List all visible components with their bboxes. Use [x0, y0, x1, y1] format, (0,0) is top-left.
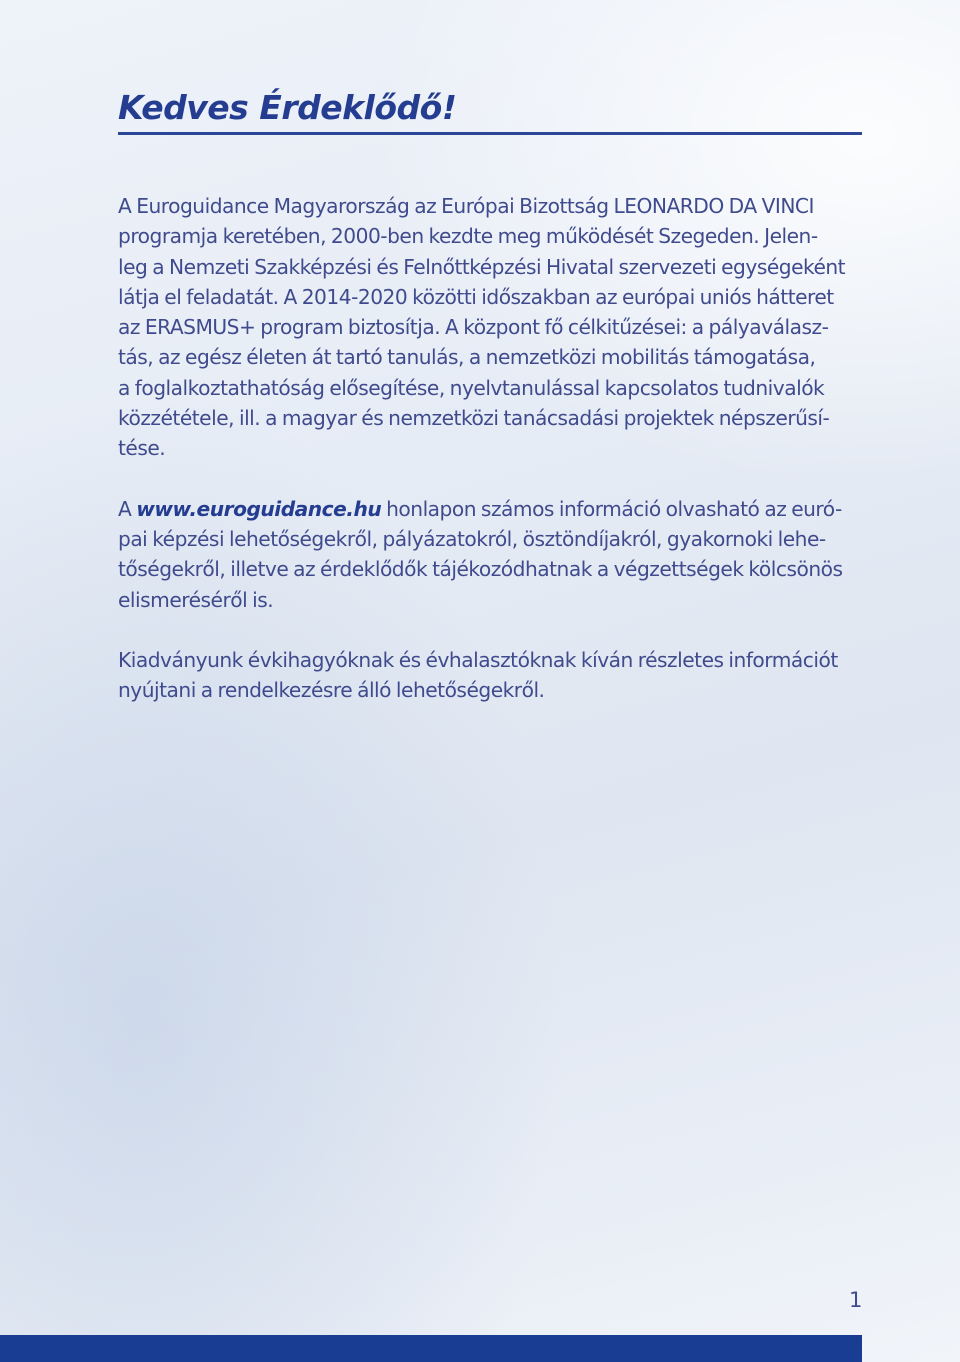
title-underline-rule: [118, 132, 862, 135]
purpose-paragraph: [118, 645, 862, 706]
body-content: [118, 191, 862, 735]
footer-bar: [0, 1335, 862, 1362]
paragraph-line: programja keretében, 2000-ben kezdte meg működését Szegeden. Jelen-: [118, 224, 818, 249]
paragraph-line: Kiadványunk évkihagyóknak és évhalasztóknak kíván részletes információt: [118, 647, 838, 672]
intro-paragraph: [118, 191, 862, 464]
website-paragraph: [118, 494, 862, 615]
paragraph-line: elismeréséről is.: [118, 587, 274, 612]
paragraph-line: [118, 494, 862, 524]
paragraph-line: a foglalkoztathatóság elősegítése, nyelvtanulással kapcsolatos tudnivalók: [118, 375, 825, 400]
paragraph-line: tése.: [118, 436, 166, 461]
paragraph-line: leg a Nemzeti Szakképzési és Felnőttképzési Hivatal szervezeti egységeként: [118, 254, 846, 279]
paragraph-line: tőségekről, illetve az érdeklődők tájékozódhatnak a végzettségek kölcsönös: [118, 557, 843, 582]
paragraph-line: látja el feladatát. A 2014-2020 közötti időszakban az európai uniós hátteret: [118, 284, 834, 309]
paragraph-line: A Euroguidance Magyarország az Európai Bizottság LEONARDO DA VINCI: [118, 194, 814, 218]
paragraph-line: pai képzési lehetőségekről, pályázatokról, ösztöndíjakról, gyakornoki lehe-: [118, 526, 826, 551]
paragraph-line: tás, az egész életen át tartó tanulás, a nemzetközi mobilitás támogatása,: [118, 345, 816, 370]
paragraph-line: közzététele, ill. a magyar és nemzetközi tanácsadási projektek népszerűsí-: [118, 406, 830, 431]
paragraph-line: nyújtani a rendelkezésre álló lehetőségekről.: [118, 678, 545, 703]
page-title: Kedves Érdeklődő!: [118, 88, 457, 127]
website-link[interactable]: www.euroguidance.hu: [136, 496, 382, 521]
page-number: 1: [849, 1288, 863, 1312]
website-line-rest: honlapon számos információ olvasható az euró-: [381, 496, 842, 521]
paragraph-line: az ERASMUS+ program biztosítja. A központ fő célkitűzései: a pályaválasz-: [118, 315, 829, 340]
website-prefix: A: [118, 496, 137, 521]
